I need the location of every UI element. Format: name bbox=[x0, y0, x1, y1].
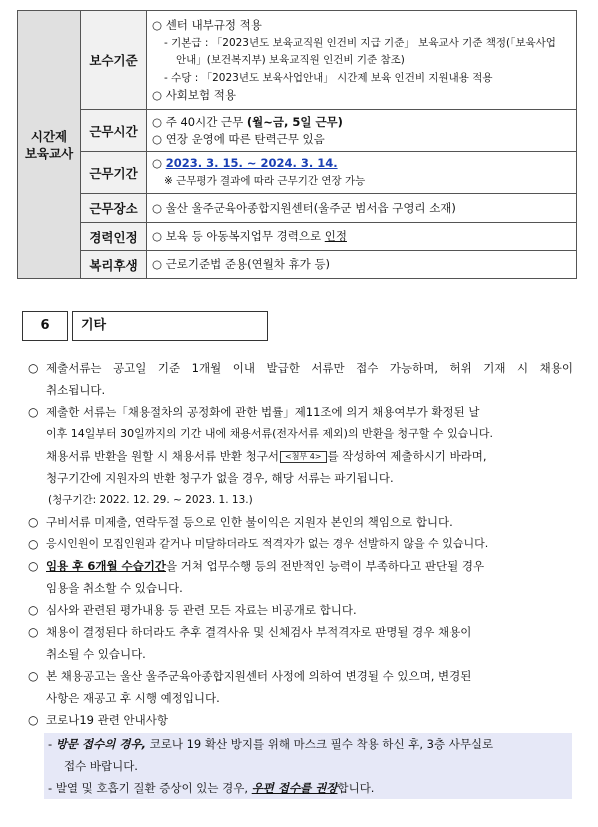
bullet-mark: ○ bbox=[28, 669, 39, 683]
bullet-mark: ○ bbox=[28, 361, 39, 375]
covid-notice bbox=[44, 733, 572, 799]
bullet-text: 채용이 결정된다 하더라도 추후 결격사유 및 신체검사 부적격자로 판명될 경우 채용이 bbox=[46, 625, 472, 639]
list-item bbox=[28, 511, 573, 533]
period-line-1 bbox=[152, 155, 570, 172]
attachment-tag: <첨부 4> bbox=[280, 451, 327, 463]
list-item bbox=[28, 709, 573, 731]
list-item bbox=[28, 665, 573, 709]
period-note: ※ 근무평가 결과에 따라 근무기간 연장 가능 bbox=[164, 175, 366, 187]
career-label: 경력인정 bbox=[81, 223, 147, 251]
bullet-mark: ○ bbox=[28, 537, 39, 551]
period-mark: ○ bbox=[152, 156, 166, 170]
bullet-text: 취소됩니다. bbox=[46, 383, 106, 397]
list-item bbox=[28, 401, 573, 511]
bullet-text bbox=[46, 555, 573, 577]
bullet-text bbox=[46, 445, 573, 467]
welfare-text: ○ 근로기준법 준용(연월차 휴가 등) bbox=[152, 257, 331, 271]
period-label: 근무기간 bbox=[81, 152, 147, 194]
bullet-mark: ○ bbox=[28, 603, 39, 617]
career-recognized: 인정 bbox=[324, 229, 347, 243]
pay-line-2: - 기본급 : 「2023년도 보육교직원 인건비 지급 기준」 보육교사 기준 책정(「보육사업 bbox=[164, 36, 556, 49]
place-text: ○ 울산 울주군육아종합지원센터(울주군 범서읍 구영리 소재) bbox=[152, 200, 456, 215]
list-item bbox=[28, 599, 573, 621]
period-dates: 2023. 3. 15. ~ 2024. 3. 14. bbox=[165, 156, 338, 170]
pay-label: 보수기준 bbox=[81, 11, 147, 110]
bullet-text: 응시인원이 모집인원과 같거나 미달하더라도 적격자가 없는 경우 선발하지 않을 수 있습니다. bbox=[46, 537, 489, 550]
bullet-text: 임용을 취소할 수 있습니다. bbox=[46, 581, 183, 595]
pay-line-1: ○ 센터 내부규정 적용 bbox=[152, 17, 262, 32]
list-item bbox=[28, 621, 573, 665]
pay-line-3: 안내」(보건복지부) 보육교직원 인건비 기준 참조) bbox=[176, 53, 405, 66]
hours-text: ○ 주 40시간 근무 bbox=[152, 114, 247, 129]
welfare-label: 복리후생 bbox=[81, 251, 147, 279]
place-content bbox=[147, 194, 577, 223]
career-line bbox=[152, 228, 570, 245]
bullet-text: 제출한 서류는「채용절차의 공정화에 관한 법률」제11조에 의거 채용여부가 확정된 날 bbox=[46, 405, 480, 419]
employment-conditions-table bbox=[17, 10, 577, 279]
bullet-mark: ○ bbox=[28, 559, 39, 573]
career-content bbox=[147, 223, 577, 251]
bullet-mark: ○ bbox=[28, 625, 39, 639]
list-item bbox=[28, 533, 573, 555]
section-number: 6 bbox=[22, 311, 68, 341]
bullet-text: 코로나19 관련 안내사항 bbox=[46, 713, 168, 727]
place-label: 근무장소 bbox=[81, 194, 147, 223]
bullet-text: 청구기간에 지원자의 반환 청구가 없을 경우, 해당 서류는 파기됩니다. bbox=[46, 471, 394, 485]
notice-text: 발열 및 호흡기 질환 증상이 있는 경우, bbox=[55, 781, 252, 795]
bullet-text: 이후 14일부터 30일까지의 기간 내에 채용서류(전자서류 제외)의 반환을 청구할 수 있습니다. bbox=[46, 427, 493, 440]
notice-continuation: 접수 바랍니다. bbox=[44, 755, 572, 777]
notice-text: 코로나 19 확산 방지를 위해 마스크 필수 착용 하신 후, 3층 사무실로 bbox=[145, 737, 494, 751]
notice-dash: - bbox=[48, 737, 56, 751]
career-text: ○ 보육 등 아동복지업무 경력으로 bbox=[152, 229, 325, 243]
group-label-cell bbox=[18, 11, 81, 279]
hours-content bbox=[147, 110, 577, 152]
notice-dash: - bbox=[48, 781, 56, 795]
bullet-mark: ○ bbox=[28, 405, 39, 419]
bullet-text-part: 를 작성하여 제출하시기 바라며, bbox=[327, 449, 487, 463]
bullet-text: 제출서류는 공고일 기준 1개월 이내 발급한 서류만 접수 가능하며, 허위 기재 시 채용이 bbox=[46, 361, 573, 375]
period-content bbox=[147, 152, 577, 194]
notice-text: 합니다. bbox=[337, 781, 375, 795]
group-label-line1: 시간제 bbox=[30, 128, 68, 144]
notice-item bbox=[44, 777, 572, 799]
bullet-text: 본 채용공고는 울산 울주군육아종합지원센터 사정에 의하여 변경될 수 있으며, 변경된 bbox=[46, 669, 472, 683]
hours-line-1 bbox=[152, 114, 570, 131]
list-item bbox=[28, 357, 573, 401]
pay-content bbox=[147, 11, 577, 110]
notice-item bbox=[44, 733, 572, 755]
bullet-text-part: 채용서류 반환을 원할 시 채용서류 반환 청구서 bbox=[46, 449, 280, 463]
pay-line-4: - 수당 : 「2023년도 보육사업안내」 시간제 보육 인건비 지원내용 적용 bbox=[164, 71, 493, 84]
list-item bbox=[28, 555, 573, 599]
claim-period: (청구기간: 2022. 12. 29. ~ 2023. 1. 13.) bbox=[48, 494, 253, 506]
bullet-mark: ○ bbox=[28, 515, 39, 529]
bullet-mark: ○ bbox=[28, 713, 39, 727]
bullet-text: 구비서류 미제출, 연락두절 등으로 인한 불이익은 지원자 본인의 책임으로 합니다. bbox=[46, 515, 453, 529]
pay-line-5: ○ 사회보험 적용 bbox=[152, 87, 236, 102]
welfare-content bbox=[147, 251, 577, 279]
hours-line-2: ○ 연장 운영에 따른 탄력근무 있음 bbox=[152, 131, 325, 146]
notice-emphasis: 우편 접수를 권장 bbox=[251, 781, 338, 795]
notes-list bbox=[28, 357, 573, 731]
section-title: 기타 bbox=[72, 311, 268, 341]
bullet-text: 심사와 관련된 평가내용 등 관련 모든 자료는 비공개로 합니다. bbox=[46, 603, 357, 617]
group-label-line2: 보육교사 bbox=[24, 145, 74, 161]
probation-period: 임용 후 6개월 수습기간 bbox=[46, 559, 166, 573]
hours-label: 근무시간 bbox=[81, 110, 147, 152]
bullet-text: 취소될 수 있습니다. bbox=[46, 647, 146, 661]
bullet-text: 사항은 재공고 후 시행 예정입니다. bbox=[46, 691, 220, 705]
notice-emphasis: 방문 접수의 경우, bbox=[55, 737, 146, 751]
bullet-text-part: 을 거쳐 업무수행 등의 전반적인 능력이 부족하다고 판단될 경우 bbox=[166, 559, 485, 573]
hours-days: (월~금, 5일 근무) bbox=[246, 114, 343, 129]
